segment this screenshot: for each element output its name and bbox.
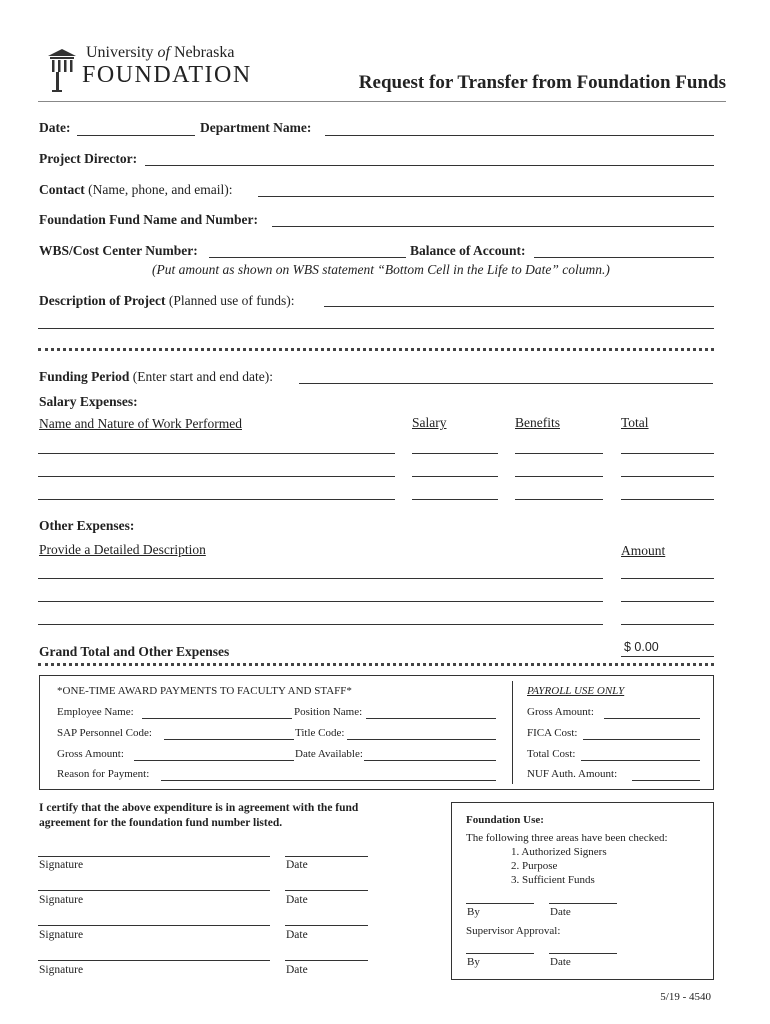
- description-input-2[interactable]: [38, 328, 714, 329]
- payroll-heading: PAYROLL USE ONLY: [527, 685, 625, 697]
- description-title: Description of Project: [39, 293, 166, 308]
- award-box-divider: [512, 681, 513, 784]
- signature-label-1: Signature: [39, 859, 84, 871]
- payroll-nuf-input[interactable]: [632, 780, 700, 781]
- supervisor-date-line[interactable]: [549, 953, 617, 954]
- description-input-1[interactable]: [324, 306, 714, 307]
- check-date-line[interactable]: [549, 903, 617, 904]
- form-number: 5/19 - 4540: [660, 991, 711, 1003]
- award-heading: *ONE-TIME AWARD PAYMENTS TO FACULTY AND STAFF*: [57, 685, 352, 697]
- signature-line-4[interactable]: [38, 960, 270, 961]
- wbs-label: WBS/Cost Center Number:: [39, 243, 198, 258]
- other-row-3-amount[interactable]: [621, 624, 714, 625]
- salary-row-1-benefits[interactable]: [515, 453, 603, 454]
- reason-input[interactable]: [161, 780, 496, 781]
- salary-heading: Salary Expenses:: [39, 394, 138, 409]
- balance-label: Balance of Account:: [410, 243, 526, 258]
- position-name-input[interactable]: [366, 718, 496, 719]
- reason-label: Reason for Payment:: [57, 768, 150, 780]
- title-code-input[interactable]: [347, 739, 496, 740]
- logo-university: University: [86, 44, 154, 61]
- signature-date-line-3[interactable]: [285, 925, 368, 926]
- payroll-total-label: Total Cost:: [527, 748, 576, 760]
- check-item-2: 2. Purpose: [511, 860, 558, 872]
- employee-name-input[interactable]: [142, 718, 292, 719]
- signature-date-line-1[interactable]: [285, 856, 368, 857]
- other-row-2-amount[interactable]: [621, 601, 714, 602]
- signature-date-label-1: Date: [286, 859, 308, 871]
- salary-col-benefits: Benefits: [515, 415, 560, 430]
- foundation-use-intro: The following three areas have been checked:: [466, 832, 668, 844]
- signature-date-label-4: Date: [286, 964, 308, 976]
- salary-col-name: Name and Nature of Work Performed: [39, 416, 242, 431]
- title-rule: [38, 101, 726, 102]
- funding-period-title: Funding Period: [39, 369, 130, 384]
- funding-period-hint: (Enter start and end date):: [132, 369, 273, 384]
- balance-note: (Put amount as shown on WBS statement “Bottom Cell in the Life to Date” column.): [152, 262, 610, 277]
- date-label: Date:: [39, 120, 71, 135]
- logo-foundation: FOUNDATION: [82, 62, 252, 88]
- salary-row-2-total[interactable]: [621, 476, 714, 477]
- signature-label-3: Signature: [39, 929, 84, 941]
- salary-row-1-name[interactable]: [38, 453, 395, 454]
- section-divider: [38, 348, 714, 351]
- project-director-input[interactable]: [145, 165, 714, 166]
- check-by-line[interactable]: [466, 903, 534, 904]
- foundation-use-heading: Foundation Use:: [466, 814, 544, 826]
- payroll-fica-input[interactable]: [583, 739, 700, 740]
- signature-label-4: Signature: [39, 964, 84, 976]
- description-label: [39, 293, 294, 309]
- salary-row-3-salary[interactable]: [412, 499, 498, 500]
- other-row-2-description[interactable]: [38, 601, 603, 602]
- salary-row-3-total[interactable]: [621, 499, 714, 500]
- contact-label: [39, 182, 232, 198]
- salary-row-1-total[interactable]: [621, 453, 714, 454]
- gross-amount-label: Gross Amount:: [57, 748, 124, 760]
- position-name-label: Position Name:: [294, 706, 363, 718]
- salary-col-total: Total: [621, 415, 649, 430]
- department-label: Department Name:: [200, 120, 312, 135]
- salary-row-3-benefits[interactable]: [515, 499, 603, 500]
- contact-title: Contact: [39, 182, 85, 197]
- salary-row-1-salary[interactable]: [412, 453, 498, 454]
- funding-period-input[interactable]: [299, 383, 713, 384]
- certify-text: I certify that the above expenditure is in agreement with the fund agreement for the foundation fund number listed.: [39, 802, 359, 829]
- section-divider-2: [38, 663, 714, 666]
- page-title: Request for Transfer from Foundation Funds: [358, 72, 726, 93]
- salary-row-2-salary[interactable]: [412, 476, 498, 477]
- title-code-label: Title Code:: [295, 727, 345, 739]
- signature-date-line-4[interactable]: [285, 960, 368, 961]
- other-col-amount: Amount: [621, 543, 666, 558]
- check-item-3: 3. Sufficient Funds: [511, 874, 595, 886]
- fund-name-label: Foundation Fund Name and Number:: [39, 212, 259, 227]
- supervisor-by-label: By: [467, 956, 480, 968]
- other-col-description: Provide a Detailed Description: [39, 542, 206, 557]
- contact-input[interactable]: [258, 196, 714, 197]
- salary-row-2-name[interactable]: [38, 476, 395, 477]
- building-icon: [44, 46, 80, 92]
- signature-date-line-2[interactable]: [285, 890, 368, 891]
- supervisor-by-line[interactable]: [466, 953, 534, 954]
- other-expenses-heading: Other Expenses:: [39, 518, 135, 533]
- supervisor-approval-label: Supervisor Approval:: [466, 925, 561, 937]
- date-input[interactable]: [77, 135, 195, 136]
- signature-line-1[interactable]: [38, 856, 270, 857]
- payroll-gross-input[interactable]: [604, 718, 700, 719]
- date-available-label: Date Available:: [295, 748, 363, 760]
- contact-hint: (Name, phone, and email):: [88, 182, 233, 197]
- date-available-input[interactable]: [364, 760, 496, 761]
- balance-input[interactable]: [534, 257, 714, 258]
- signature-line-2[interactable]: [38, 890, 270, 891]
- supervisor-date-label: Date: [550, 956, 571, 968]
- check-by-label: By: [467, 906, 480, 918]
- other-row-1-amount[interactable]: [621, 578, 714, 579]
- funding-period-label: [39, 369, 273, 385]
- wbs-input[interactable]: [209, 257, 406, 258]
- signature-date-label-2: Date: [286, 894, 308, 906]
- salary-row-2-benefits[interactable]: [515, 476, 603, 477]
- gross-amount-input[interactable]: [134, 760, 294, 761]
- sap-code-input[interactable]: [164, 739, 294, 740]
- payroll-gross-label: Gross Amount:: [527, 706, 594, 718]
- signature-line-3[interactable]: [38, 925, 270, 926]
- payroll-nuf-label: NUF Auth. Amount:: [527, 768, 618, 780]
- salary-col-salary: Salary: [412, 415, 447, 430]
- department-input[interactable]: [325, 135, 714, 136]
- sap-code-label: SAP Personnel Code:: [57, 727, 152, 739]
- payroll-fica-label: FICA Cost:: [527, 727, 578, 739]
- other-row-3-description[interactable]: [38, 624, 603, 625]
- payroll-total-input[interactable]: [581, 760, 700, 761]
- foundation-logo: [44, 44, 252, 96]
- grand-total-value[interactable]: $ 0.00: [624, 640, 659, 654]
- project-director-label: Project Director:: [39, 151, 138, 166]
- employee-name-label: Employee Name:: [57, 706, 134, 718]
- description-hint: (Planned use of funds):: [168, 293, 295, 308]
- logo-of: of: [157, 44, 170, 61]
- other-row-1-description[interactable]: [38, 578, 603, 579]
- signature-date-label-3: Date: [286, 929, 308, 941]
- logo-nebraska: Nebraska: [174, 44, 235, 61]
- check-item-1: 1. Authorized Signers: [511, 846, 607, 858]
- fund-name-input[interactable]: [272, 226, 714, 227]
- grand-total-line: [621, 656, 714, 657]
- grand-total-label: Grand Total and Other Expenses: [39, 644, 230, 659]
- check-date-label: Date: [550, 906, 571, 918]
- signature-label-2: Signature: [39, 894, 84, 906]
- salary-row-3-name[interactable]: [38, 499, 395, 500]
